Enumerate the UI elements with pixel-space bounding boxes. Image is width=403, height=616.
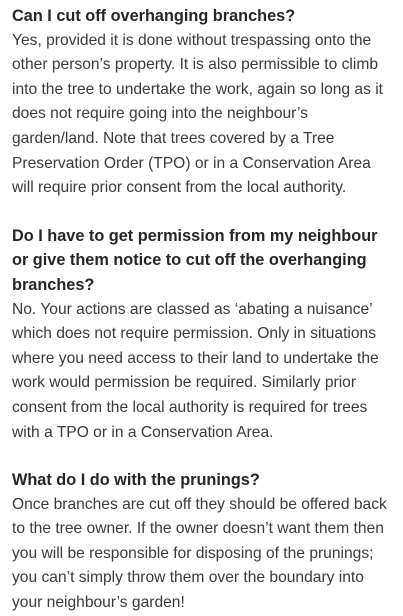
- faq-item-prunings: [12, 468, 391, 616]
- faq-item-overhanging-branches: [12, 4, 391, 201]
- faq-item-permission: [12, 224, 391, 445]
- faq-question: Do I have to get permission from my neighbour or give them notice to cut off the overhanging branches?: [12, 226, 378, 294]
- faq-answer: Once branches are cut off they should be offered back to the tree owner. If the owner doesn’t want them then you will be responsible for disposing of the prunings; you can’t simply throw them over the boundary into your neighbour’s garden!: [12, 495, 387, 612]
- faq-answer: No. Your actions are classed as ‘abating a nuisance’ which does not require permission. Only in situations where you need access to their land to undertake the work would permission be required. Similarly prior consent from the local authority is required for trees with a TPO or in a Conservation Area.: [12, 300, 379, 441]
- faq-answer: Yes, provided it is done without trespassing onto the other person’s property. It is also permissible to climb into the tree to undertake the work, again so long as it does not require going into the neighbour’s garden/land. Note that trees covered by a Tree Preservation Order (TPO) or in a Conservation Area will require prior consent from the local authority.: [12, 31, 384, 197]
- faq-question: What do I do with the prunings?: [12, 471, 260, 490]
- faq-question: Can I cut off overhanging branches?: [12, 7, 296, 25]
